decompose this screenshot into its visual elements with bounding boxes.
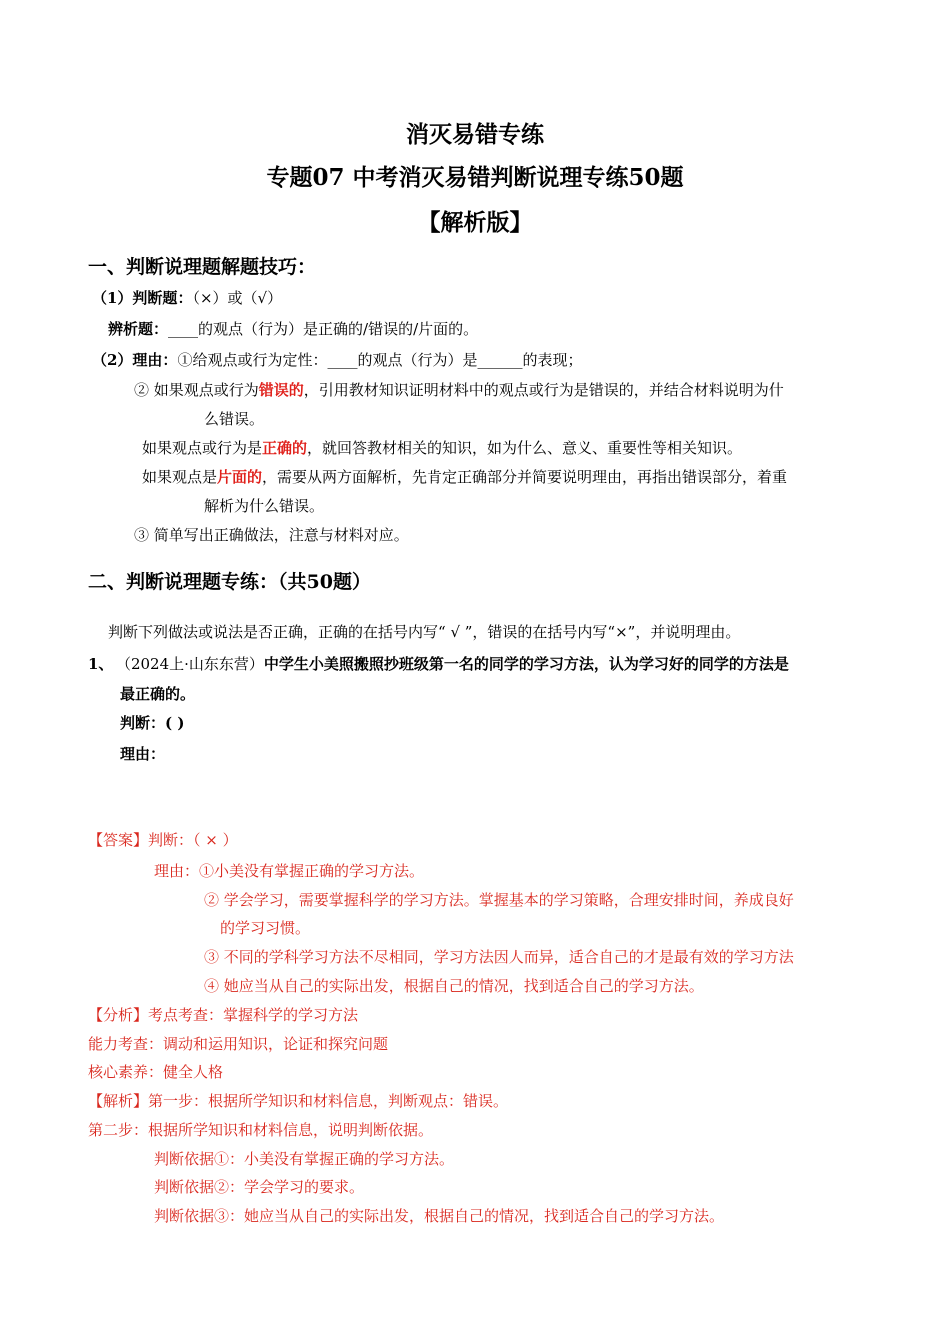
reason-label: （2）理由： xyxy=(92,351,178,369)
reason-text: ①给观点或行为定性：____的观点（行为）是______的表现； xyxy=(177,351,583,369)
doc-title-topic: 专题07 中考消灭易错判断说理专练50题 xyxy=(266,164,684,191)
analysis-line: 【分析】考点考查：掌握科学的学习方法 xyxy=(88,1006,359,1024)
question-text-cont: 最正确的。 xyxy=(120,685,196,703)
answer-reason-2: ② 学会学习，需要掌握科学的学习方法。掌握基本的学习策略，合理安排时间，养成良好 xyxy=(204,891,794,909)
partial-case-prefix: 如果观点是 xyxy=(142,468,218,486)
doc-title-series: 消灭易错专练 xyxy=(406,121,544,148)
question-judge: 判断：( ) xyxy=(120,714,185,732)
literacy-line: 核心素养：健全人格 xyxy=(88,1063,224,1081)
analyze-label: 辨析题： xyxy=(108,320,169,338)
question1 xyxy=(88,653,789,674)
doc-title-version: 【解析版】 xyxy=(417,209,533,236)
ability-line: 能力考查：调动和运用知识，论证和探究问题 xyxy=(88,1035,389,1053)
section2-heading: 二、判断说理题专练：（共50题） xyxy=(88,571,371,593)
question-reason: 理由： xyxy=(120,745,166,763)
basis-2: 判断依据②：学会学习的要求。 xyxy=(154,1178,365,1196)
wrong-case-cont: 么错误。 xyxy=(204,410,265,428)
wrong-case xyxy=(134,379,784,400)
wrong-case-text: ，引用教材知识证明材料中的观点或行为是错误的，并结合材料说明为什 xyxy=(303,381,784,399)
right-case-prefix: 如果观点或行为是 xyxy=(142,439,263,457)
right-case xyxy=(142,437,742,458)
wrong-case-prefix: ② 如果观点或行为 xyxy=(134,381,259,399)
answer-reason-4: ④ 她应当从自己的实际出发，根据自己的情况，找到适合自己的学习方法。 xyxy=(204,977,704,995)
answer-reason-3: ③ 不同的学科学习方法不尽相同，学习方法因人而异，适合自己的才是最有效的学习方法 xyxy=(204,948,794,966)
reason-item xyxy=(92,349,582,370)
basis-3: 判断依据③：她应当从自己的实际出发，根据自己的情况，找到适合自己的学习方法。 xyxy=(154,1207,725,1225)
wrong-highlight: 错误的 xyxy=(258,381,304,399)
section1-heading: 一、判断说理题解题技巧： xyxy=(88,256,317,278)
partial-case xyxy=(142,466,787,487)
question-text: 中学生小美照搬照抄班级第一名的同学的学习方法，认为学习好的同学的方法是 xyxy=(263,655,789,673)
question-source: （2024上·山东东营） xyxy=(123,655,264,673)
judge-item xyxy=(92,287,282,308)
step3-text: ③ 简单写出正确做法，注意与材料对应。 xyxy=(134,526,409,544)
partial-highlight: 片面的 xyxy=(217,468,263,486)
answer-label: 【答案】判断：（ × ） xyxy=(88,831,238,849)
judge-text: （×）或（√） xyxy=(192,289,283,307)
answer-reason-2-cont: 的学习习惯。 xyxy=(220,919,311,937)
instruction-text: 判断下列做法或说法是否正确，正确的在括号内写“ √ ”，错误的在括号内写“×”，并说明理由。 xyxy=(108,623,741,641)
judge-label: （1）判断题： xyxy=(92,289,193,307)
analyze-text: ____的观点（行为）是正确的/错误的/片面的。 xyxy=(168,320,479,338)
step2-line: 第二步：根据所学知识和材料信息，说明判断依据。 xyxy=(88,1121,434,1139)
question-number: 1、 xyxy=(88,655,114,673)
right-highlight: 正确的 xyxy=(262,439,308,457)
right-case-text: ，就回答教材相关的知识，如为什么、意义、重要性等相关知识。 xyxy=(307,439,743,457)
answer-reason-1: 理由：①小美没有掌握正确的学习方法。 xyxy=(154,862,425,880)
partial-case-text: ，需要从两方面解析，先肯定正确部分并简要说明理由，再指出错误部分，着重 xyxy=(262,468,788,486)
partial-case-cont: 解析为什么错误。 xyxy=(204,497,325,515)
basis-1: 判断依据①：小美没有掌握正确的学习方法。 xyxy=(154,1150,455,1168)
jiexi-line: 【解析】第一步：根据所学知识和材料信息，判断观点：错误。 xyxy=(88,1092,509,1110)
analyze-item xyxy=(108,318,478,339)
